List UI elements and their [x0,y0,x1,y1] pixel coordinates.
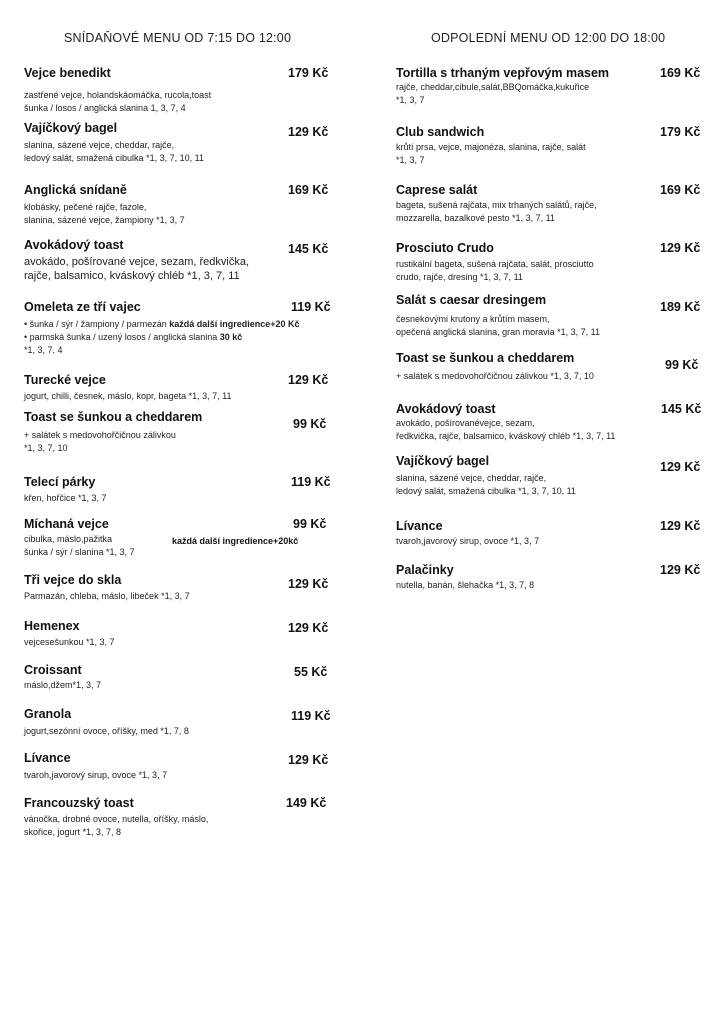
description-line: křen, hořčice *1, 3, 7 [24,493,107,503]
dish-description [396,579,534,592]
dish-name: Vejce benedikt [24,66,111,80]
allergens-line: *1, 3, 7, 4 [24,345,63,355]
dish-price: 129 Kč [288,753,329,767]
dish-price: 149 Kč [286,796,327,810]
dish-price: 129 Kč [288,125,329,139]
dish-price: 129 Kč [660,563,701,577]
dish-name: Granola [24,707,72,721]
description-line: rajče, balsamico, kváskový chléb *1, 3, 7, 11 [24,270,240,282]
description-line: cibulka, máslo,pažitka [24,534,113,544]
dish-price: 169 Kč [288,183,329,197]
dish-price: 55 Kč [294,665,328,679]
description-line: šunka / sýr / slanina *1, 3, 7 [24,547,135,557]
description-line: avokádo, pošírované vejce, sezam, ředkvička, [24,256,250,268]
description-line: zastřené vejce, holandskáomáčka, rucola,toast [24,90,212,100]
description-line: máslo,džem*1, 3, 7 [24,680,102,690]
dish-description [396,313,600,339]
afternoon-item-caprese-salat [396,183,597,225]
dish-description [24,679,101,692]
dish-description [24,201,185,227]
dish-price: 145 Kč [661,402,702,416]
dish-name: Caprese salát [396,183,478,197]
dish-price: 129 Kč [288,621,329,635]
afternoon-item-avokadovy-toast [396,402,615,443]
breakfast-item-vejce-benedikt [24,66,211,115]
description-line: klobásky, pečené rajče, fazole, [24,202,147,212]
dish-price: 129 Kč [288,373,329,387]
description-line: *1, 3, 7 [396,95,425,105]
afternoon-item-palacinky [396,563,534,592]
breakfast-item-anglicka-snidane [24,183,185,227]
dish-price: 189 Kč [660,300,701,314]
dish-price: 129 Kč [288,577,329,591]
description-line: ledový salát, smažená cibulka *1, 3, 7, 10, 11 [396,486,576,496]
description-line: nutella, banán, šlehačka *1, 3, 7, 8 [396,580,535,590]
description-line: šunka / losos / anglická slanina 1, 3, 7, 4 [24,103,186,113]
dish-description [396,141,586,167]
dish-price: 119 Kč [291,475,331,489]
description-line: tvaroh,javorový sirup, ovoce *1, 3, 7 [24,770,168,780]
dish-name: Croissant [24,663,82,677]
dish-price: 179 Kč [288,66,329,80]
dish-description [396,535,539,548]
dish-description [24,429,202,455]
breakfast-item-toast-se-sunkou-a-cheddarem [24,410,202,455]
afternoon-item-club-sandwich [396,125,586,167]
breakfast-item-hemenex [24,619,115,649]
dish-name: Lívance [396,519,443,533]
description-line: krůtí prsa, vejce, majonéza, slanina, rajče, salát [396,142,586,152]
dish-description [24,255,249,283]
dish-name: Míchaná vejce [24,517,109,531]
description-line: mozzarella, bazalkové pesto *1, 3, 7, 11 [396,213,555,223]
dish-description [24,89,211,115]
dish-name: Telecí párky [24,475,96,489]
dish-description [396,81,609,107]
dish-name: Palačinky [396,563,454,577]
description-line: tvaroh,javorový sirup, ovoce *1, 3, 7 [396,536,540,546]
breakfast-item-michana-vejce [24,517,135,559]
description-line: slanina, sázené vejce, žampiony *1, 3, 7 [24,215,185,225]
dish-price: 119 Kč [291,709,331,723]
dish-description [24,318,300,357]
dish-price: 169 Kč [660,183,701,197]
breakfast-menu-title: SNÍDAŇOVÉ MENU OD 7:15 DO 12:00 [64,31,292,45]
afternoon-item-livance [396,519,539,548]
description-line: opečená anglická slanina, gran moravia *1, 3, 7, 11 [396,327,600,337]
description-line: Parmazán, chleba, máslo, libeček *1, 3, 7 [24,591,190,601]
extra-price-note: každá další ingredience+20 Kč [169,319,300,329]
dish-name: Turecké vejce [24,373,106,387]
dish-name: Lívance [24,751,71,765]
dish-name: Toast se šunkou a cheddarem [24,410,203,424]
description-line: vejcesešunkou *1, 3, 7 [24,637,115,647]
dish-description [396,199,597,225]
breakfast-item-livance [24,751,167,782]
option-text: • parmská šunka / uzený losos / anglická slanina [24,332,218,342]
description-line: ředkvička, rajče, balsamico, kváskový chléb *1, 3, 7, 11 [396,431,616,441]
dish-name: Anglická snídaně [24,183,127,197]
description-line: + salátek s medovohořčičnou zálivkou *1, 3, 7, 10 [396,371,594,381]
dish-price: 129 Kč [660,460,701,474]
description-line: crudo, rajče, dresing *1, 3, 7, 11 [396,272,523,282]
dish-description [24,769,167,782]
extra-ingredient-note: každá další ingredience+20kč [172,536,299,546]
breakfast-item-teleci-parky [24,475,107,505]
dish-price: 99 Kč [665,358,699,372]
dish-name: Hemenex [24,619,80,633]
breakfast-item-tri-vejce-do-skla [24,573,190,603]
dish-description [24,139,204,165]
dish-description [396,472,576,498]
description-line: skořice, jogurt *1, 3, 7, 8 [24,827,122,837]
breakfast-item-croissant [24,663,101,692]
dish-description [24,813,208,839]
dish-name: Tři vejce do skla [24,573,122,587]
afternoon-item-prosciuto-crudo [396,241,594,284]
description-line: jogurt,sezónní ovoce, oříšky, med *1, 7, 8 [24,726,189,736]
dish-name: Francouzský toast [24,796,134,810]
dish-description [24,390,231,403]
description-line: česnekovými krutony a krůtím masem, [396,314,550,324]
description-line: rustikální bageta, sušená rajčata, salát, prosciutto [396,259,594,269]
dish-price: 169 Kč [660,66,701,80]
description-line: ledový salát, smažená cibulka *1, 3, 7, 10, 11 [24,153,204,163]
dish-description [396,370,594,383]
dish-description [396,258,594,284]
breakfast-item-omeleta-ze-tri-vajec [24,300,300,357]
dish-name: Avokádový toast [396,402,496,416]
dish-description [396,417,615,443]
afternoon-item-tortilla-s-trhanym-veprovym-masem [396,66,609,107]
description-line: + salátek s medovohořčičnou zálivkou [24,430,176,440]
dish-price: 179 Kč [660,125,701,139]
dish-price: 119 Kč [291,300,331,314]
description-line: slanina, sázené vejce, cheddar, rajče, [396,473,547,483]
breakfast-item-granola [24,707,189,738]
description-line: *1, 3, 7 [396,155,425,165]
afternoon-item-salat-s-caesar-dresingem [396,293,600,339]
dish-price: 99 Kč [293,517,327,531]
afternoon-item-vajickovy-bagel [396,454,576,498]
description-line: jogurt, chilli, česnek, máslo, kopr, bageta *1, 3, 7, 11 [24,391,232,401]
breakfast-item-vajickovy-bagel [24,121,204,165]
dish-price: 129 Kč [660,241,701,255]
description-line: slanina, sázené vejce, cheddar, rajče, [24,140,175,150]
dish-name: Omeleta ze tří vajec [24,300,141,314]
dish-description [24,492,107,505]
dish-price: 129 Kč [660,519,701,533]
description-line [24,331,300,344]
dish-name: Club sandwich [396,125,485,139]
dish-name: Toast se šunkou a cheddarem [396,351,575,365]
description-line: vánočka, drobné ovoce, nutella, oříšky, máslo, [24,814,209,824]
dish-name: Vajíčkový bagel [24,121,118,135]
breakfast-item-avokadovy-toast [24,238,249,283]
description-line: rajče, cheddar,cibule,salát,BBQomáčka,kukuřice [396,82,590,92]
dish-description [24,533,135,559]
afternoon-menu-title: ODPOLEDNÍ MENU OD 12:00 DO 18:00 [431,31,666,45]
dish-name: Avokádový toast [24,238,124,252]
dish-name: Tortilla s trhaným vepřovým masem [396,66,610,80]
description-line: bageta, sušená rajčata, mix trhaných salátů, rajče, [396,200,597,210]
dish-description [24,636,115,649]
breakfast-item-turecke-vejce [24,373,231,403]
afternoon-item-toast-se-sunkou-a-cheddarem [396,351,594,383]
description-line [24,318,300,331]
description-line: *1, 3, 7, 10 [24,443,68,453]
dish-description [24,590,190,603]
dish-price: 99 Kč [293,417,327,431]
breakfast-item-francouzsky-toast [24,796,208,839]
description-line: avokádo, pošírovanévejce, sezam, [396,418,535,428]
dish-name: Vajíčkový bagel [396,454,490,468]
dish-description [24,725,189,738]
option-text: • šunka / sýr / žampiony / parmezán [24,319,170,329]
extra-price-note: 30 kč [219,332,243,342]
dish-name: Salát s caesar dresingem [396,293,547,307]
dish-name: Prosciuto Crudo [396,241,494,255]
dish-price: 145 Kč [288,242,329,256]
